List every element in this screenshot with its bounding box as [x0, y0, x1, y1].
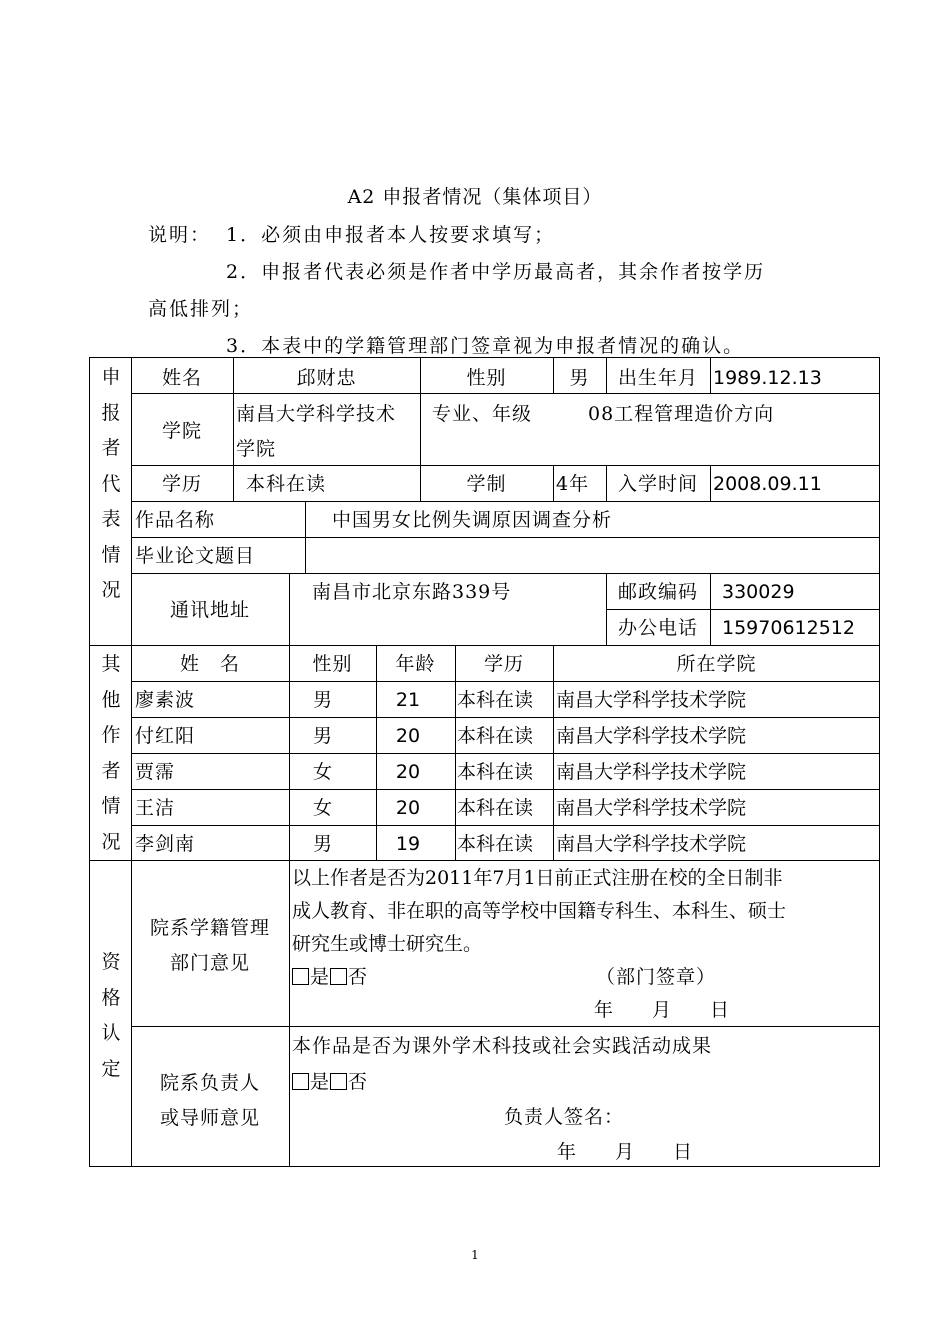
instruction-1: 1．必须由申报者本人按要求填写；	[226, 224, 556, 246]
phone-label: 办公电话	[617, 617, 698, 639]
rep-section-label: 申 报 者 代 表 情 况	[101, 366, 121, 601]
table-row: 王洁	[135, 797, 176, 819]
postal-label: 邮政编码	[617, 581, 698, 603]
row-college: 南昌大学科学技术学院	[556, 725, 747, 747]
edu-label: 学历	[161, 473, 202, 495]
row-college: 南昌大学科学技术学院	[556, 797, 747, 819]
advisor-no-label: 否	[348, 1071, 369, 1093]
row-age: 19	[395, 833, 421, 855]
dept-question-line2: 成人教育、非在职的高等学校中国籍专科生、本科生、硕士	[292, 900, 787, 922]
college-value-line2: 学院	[236, 438, 277, 460]
advisor-no-checkbox[interactable]	[330, 1073, 347, 1090]
row-college: 南昌大学科学技术学院	[556, 833, 747, 855]
qual-section-label: 资 格 认 定	[101, 951, 121, 1080]
birth-value: 1989.12.13	[713, 367, 822, 389]
row-gender: 男	[312, 689, 333, 711]
dept-label-line2: 部门意见	[169, 952, 250, 974]
gender-value: 男	[569, 367, 590, 389]
advisor-date: 年 月 日	[557, 1141, 703, 1163]
advisor-yes-checkbox[interactable]	[292, 1073, 309, 1090]
length-value: 4年	[556, 473, 590, 495]
row-gender: 男	[312, 725, 333, 747]
advisor-choice	[292, 1070, 368, 1094]
instruction-3: 3．本表中的学籍管理部门签章视为申报者情况的确认。	[226, 335, 745, 357]
dept-date: 年 月 日	[594, 999, 740, 1021]
row-edu: 本科在读	[457, 797, 534, 819]
instruction-2-cont: 高低排列；	[148, 298, 254, 320]
table-row: 付红阳	[135, 725, 196, 747]
others-header-name: 姓 名	[179, 653, 240, 675]
advisor-yes-label: 是	[310, 1071, 331, 1093]
instruction-2: 2．申报者代表必须是作者中学历最高者，其余作者按学历	[226, 261, 766, 283]
row-edu: 本科在读	[457, 725, 534, 747]
table-row: 贾霈	[135, 761, 176, 783]
address-value: 南昌市北京东路339号	[312, 581, 512, 603]
others-header-college: 所在学院	[676, 653, 757, 675]
row-gender: 女	[312, 797, 333, 819]
row-gender: 女	[312, 761, 333, 783]
row-age: 20	[395, 725, 421, 747]
dept-yes-label: 是	[310, 966, 331, 988]
others-header-gender: 性别	[312, 653, 353, 675]
table-row: 李剑南	[135, 833, 196, 855]
row-age: 21	[395, 689, 421, 711]
advisor-label-line1: 院系负责人	[159, 1072, 260, 1094]
others-header-edu: 学历	[483, 653, 524, 675]
advisor-question: 本作品是否为课外学术科技或社会实践活动成果	[292, 1035, 713, 1057]
dept-no-checkbox[interactable]	[330, 968, 347, 985]
others-header-age: 年龄	[395, 653, 436, 675]
address-label: 通讯地址	[169, 599, 250, 621]
row-college: 南昌大学科学技术学院	[556, 689, 747, 711]
name-value: 邱财忠	[296, 367, 357, 389]
advisor-signature-label: 负责人签名：	[504, 1106, 625, 1128]
row-edu: 本科在读	[457, 689, 534, 711]
work-label: 作品名称	[135, 509, 216, 531]
gender-label: 性别	[466, 367, 507, 389]
edu-value: 本科在读	[246, 473, 327, 495]
page-title: A2 申报者情况（集体项目）	[347, 186, 603, 208]
instructions-label: 说明：	[148, 224, 212, 246]
row-college: 南昌大学科学技术学院	[556, 761, 747, 783]
dept-choice	[292, 965, 368, 989]
others-section-label: 其 他 作 者 情 况	[101, 653, 121, 853]
row-gender: 男	[312, 833, 333, 855]
dept-label-line1: 院系学籍管理	[149, 917, 270, 939]
enroll-label: 入学时间	[617, 473, 698, 495]
table-row: 廖素波	[135, 689, 196, 711]
dept-question-line3: 研究生或博士研究生。	[292, 933, 483, 955]
phone-value: 15970612512	[722, 617, 855, 639]
enroll-value: 2008.09.11	[713, 473, 822, 495]
row-edu: 本科在读	[457, 833, 534, 855]
postal-value: 330029	[722, 581, 795, 603]
dept-question-line1: 以上作者是否为2011年7月1日前正式注册在校的全日制非	[292, 867, 783, 889]
thesis-label: 毕业论文题目	[135, 545, 256, 567]
work-value: 中国男女比例失调原因调查分析	[332, 509, 613, 531]
birth-label: 出生年月	[617, 367, 698, 389]
row-age: 20	[395, 797, 421, 819]
length-label: 学制	[466, 473, 507, 495]
name-label: 姓名	[161, 367, 202, 389]
row-age: 20	[395, 761, 421, 783]
major-value: 08工程管理造价方向	[588, 403, 775, 425]
dept-yes-checkbox[interactable]	[292, 968, 309, 985]
major-label: 专业、年级	[432, 403, 533, 425]
row-edu: 本科在读	[457, 761, 534, 783]
dept-no-label: 否	[348, 966, 369, 988]
page-number: 1	[471, 1248, 479, 1262]
dept-stamp: （部门签章）	[596, 966, 717, 988]
advisor-label-line2: 或导师意见	[159, 1107, 260, 1129]
college-label: 学院	[161, 420, 202, 442]
college-value-line1: 南昌大学科学技术	[236, 403, 397, 425]
